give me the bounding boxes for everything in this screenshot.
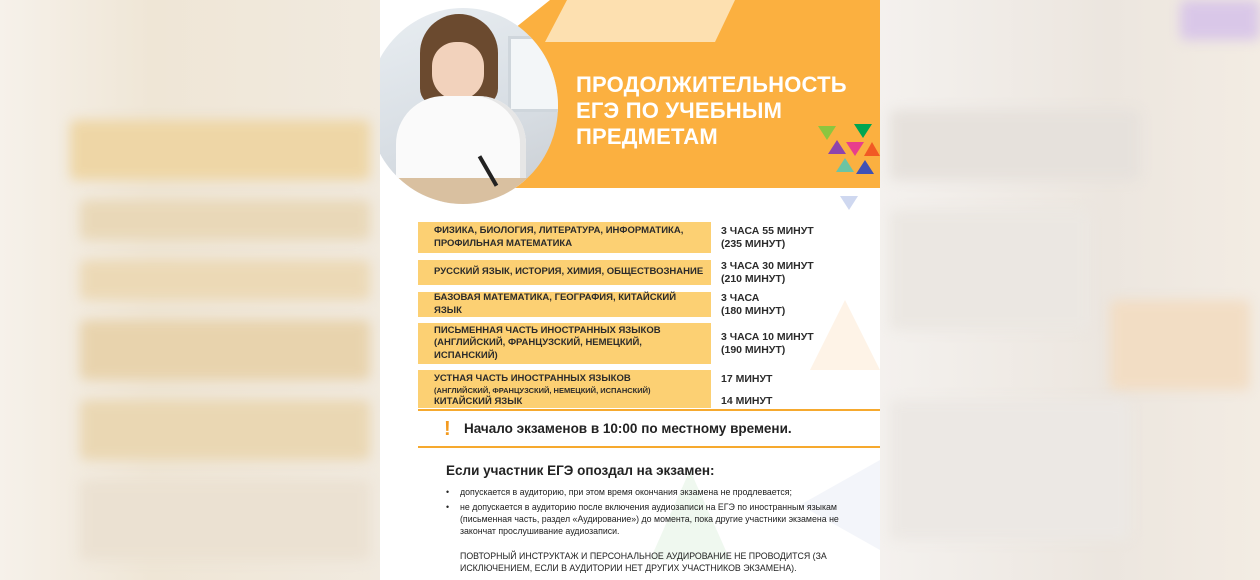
list-item: • допускается в аудиторию, при этом время окончания экзамена не продлевается; [446, 486, 866, 498]
list-item: • не допускается в аудиторию после включения аудиозаписи на ЕГЭ по иностранным языкам (письменная часть, раздел «Аудирование») до момента, пока другие участники экзамена не закончат прослушивание аудиозаписи. [446, 501, 866, 537]
subject-cell: ФИЗИКА, БИОЛОГИЯ, ЛИТЕРАТУРА, ИНФОРМАТИКА, ПРОФИЛЬНАЯ МАТЕМАТИКА [418, 222, 711, 253]
photo-desk [380, 178, 558, 204]
chinese-subject: КИТАЙСКИЙ ЯЗЫК [434, 395, 523, 407]
subject-cell: ПИСЬМЕННАЯ ЧАСТЬ ИНОСТРАННЫХ ЯЗЫКОВ (АНГЛИЙСКИЙ, ФРАНЦУЗСКИЙ, НЕМЕЦКИЙ, ИСПАНСКИЙ) [418, 323, 711, 364]
subject-cell [418, 370, 711, 408]
triangle-decoration-icon [818, 126, 836, 140]
header-light-shape [545, 0, 735, 42]
triangle-decoration-icon [864, 142, 880, 156]
duration-cell [721, 370, 871, 408]
duration-cell [721, 292, 871, 317]
triangle-decoration-icon [854, 124, 872, 138]
duration-cell [721, 260, 871, 285]
triangle-decoration-icon [846, 142, 864, 156]
duration-time: 3 ЧАСА 30 МИНУТ [721, 259, 814, 272]
background-blur-left [0, 0, 380, 580]
blur-band [80, 320, 370, 380]
triangle-decoration-icon [840, 196, 858, 210]
exam-duration-poster [380, 0, 880, 580]
chinese-time: 14 МИНУТ [721, 395, 773, 407]
blur-band [80, 400, 370, 460]
start-time-notice [418, 412, 880, 446]
subject-cell: РУССКИЙ ЯЗЫК, ИСТОРИЯ, ХИМИЯ, ОБЩЕСТВОЗНАНИЕ [418, 260, 711, 285]
late-note: ПОВТОРНЫЙ ИНСТРУКТАЖ И ПЕРСОНАЛЬНОЕ АУДИРОВАНИЕ НЕ ПРОВОДИТСЯ (ЗА ИСКЛЮЧЕНИЕМ, ЕСЛИ В АУДИТОРИИ НЕТ ДРУГИХ УЧАСТНИКОВ ЭКЗАМЕНА). [460, 551, 827, 573]
background-blur-right [880, 0, 1260, 580]
duration-minutes: (180 МИНУТ) [721, 304, 786, 317]
oral-subject-note: (АНГЛИЙСКИЙ, ФРАНЦУЗСКИЙ, НЕМЕЦКИЙ, ИСПАНСКИЙ) [434, 385, 651, 395]
duration-minutes: (210 МИНУТ) [721, 272, 786, 285]
blur-band [890, 400, 1130, 540]
photo-face [432, 42, 484, 100]
blur-band [70, 120, 370, 180]
oral-time: 17 МИНУТ [721, 373, 773, 385]
poster-title: ПРОДОЛЖИТЕЛЬНОСТЬ ЕГЭ ПО УЧЕБНЫМ ПРЕДМЕТАМ [576, 72, 847, 149]
blur-band [1180, 0, 1260, 40]
duration-time: 3 ЧАСА [721, 291, 760, 304]
exclamation-icon: ! [444, 418, 451, 440]
duration-time: 3 ЧАСА 55 МИНУТ [721, 224, 814, 237]
duration-time: 3 ЧАСА 10 МИНУТ [721, 330, 814, 343]
blur-band [890, 210, 1090, 330]
duration-cell [721, 323, 871, 364]
subject-cell: БАЗОВАЯ МАТЕМАТИКА, ГЕОГРАФИЯ, КИТАЙСКИЙ ЯЗЫК [418, 292, 711, 317]
duration-cell [721, 222, 871, 253]
oral-subject: УСТНАЯ ЧАСТЬ ИНОСТРАННЫХ ЯЗЫКОВ [434, 373, 631, 384]
blur-band [80, 480, 370, 560]
blur-band [80, 200, 370, 240]
blur-band [890, 110, 1140, 180]
duration-minutes: (235 МИНУТ) [721, 237, 786, 250]
triangle-decoration-icon [856, 160, 874, 174]
notice-text: Начало экзаменов в 10:00 по местному времени. [464, 421, 792, 436]
triangle-decoration-icon [828, 140, 846, 154]
late-rules-list [446, 486, 866, 540]
blur-band [1110, 300, 1250, 390]
duration-minutes: (190 МИНУТ) [721, 343, 786, 356]
late-heading: Если участник ЕГЭ опоздал на экзамен: [446, 463, 715, 478]
triangle-decoration-icon [836, 158, 854, 172]
divider-top [418, 409, 880, 411]
photo-window [508, 36, 558, 112]
divider-bottom [418, 446, 880, 448]
blur-band [80, 260, 370, 300]
